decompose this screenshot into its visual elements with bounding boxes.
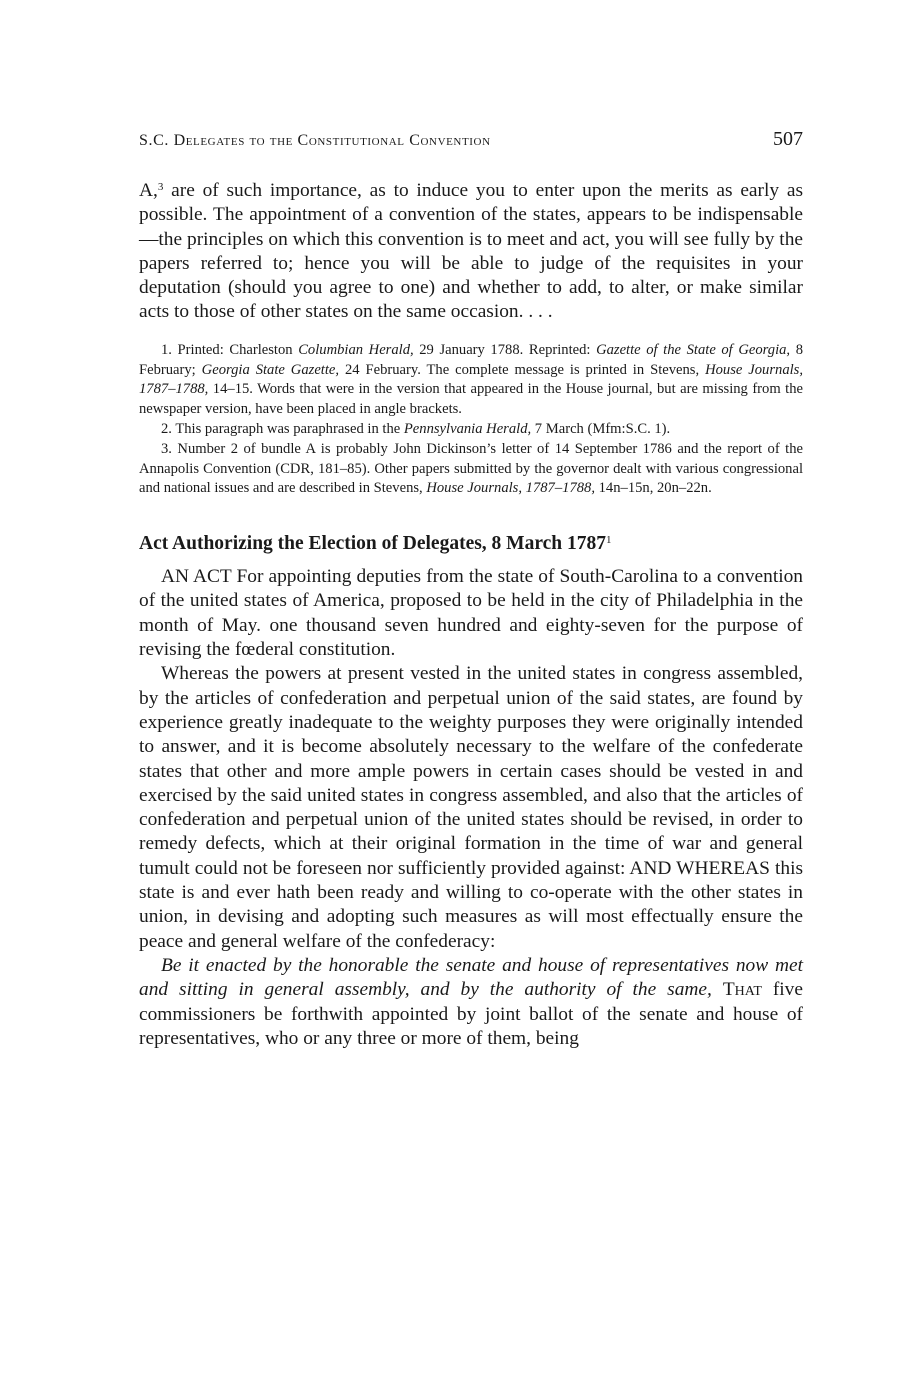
whereas-paragraph: Whereas the powers at present vested in the united states in congress assembled, by the articles of confederation and perpetual union of the said states, are found by experience greatly inadequate to the weighty purposes they were originally intended to answer, and it is become absolutely necessary to the welfare of the confederate states that other and more ample powers in certain cases should be vested in and exercised by the said united states in congress assembled, and also that the articles of confederation and perpetual union of the united states should be revised, in order to remedy defects, which at their original formation in the time of war and general tumult could not be foreseen nor sufficiently provided against: AND WHEREAS this state is and ever hath been ready and willing to co-operate with the other states in union, in devising and adopting such measures as will most effectually ensure the peace and general welfare of the confederacy: (139, 663, 803, 952)
footnotes (139, 341, 803, 499)
opening-text: are of such importance, as to induce you to enter upon the merits as early as possible. The appointment of a convention of the states, appears to be indispensable—the principles on which this convention is to meet and act, you will see fully by the papers referred to; hence you will be able to judge of the requisites in your deputation (should you agree to one) and whether to add, to alter, or make similar acts to those of other states on the same occasion. . . . (139, 180, 803, 323)
enacting-paragraph (139, 954, 803, 1051)
note-text: 14n–15n, 20n–22n. (594, 480, 712, 497)
opening-lead: A, (139, 180, 158, 201)
note-italic: Georgia State Gazette, (201, 361, 340, 378)
note-ref-1: 1 (606, 534, 612, 547)
document-page (139, 128, 803, 1051)
note-italic: House Journals, 1787–1788, (139, 361, 804, 398)
note-text: 24 February. The complete message is printed in Stevens, (339, 361, 706, 378)
enacting-clause: Be it enacted by the honorable the senate and house of representatives now met and sitting in general assembly, and by the authority of the same, (139, 954, 803, 1001)
note-text: 7 March (Mfm:S.C. 1). (531, 420, 671, 437)
note-text: 14–15. Words that were in the version that appeared in the House journal, but are missing from the newspaper version, have been placed in angle brackets. (139, 381, 803, 418)
note-text: 8 February; (139, 341, 803, 378)
note-text: 2. This paragraph was paraphrased in the (161, 420, 404, 437)
enacting-rest: five commissioners be forthwith appointed by joint ballot of the senate and house of representatives, who or any three or more of them, being (139, 979, 803, 1049)
section-heading-text: Act Authorizing the Election of Delegates, 8 March 1787 (139, 533, 607, 555)
act-title-paragraph: AN ACT For appointing deputies from the state of South-Carolina to a convention of the united states of America, proposed to be held in the city of Philadelphia in the month of May. one thousand seven hundred and eighty-seven for the purpose of revising the fœderal constitution. (139, 566, 803, 661)
footnote-2 (139, 420, 803, 440)
note-italic: Pennsylvania Herald, (403, 420, 532, 437)
footnote-1 (139, 341, 803, 420)
note-ref-3: 3 (157, 181, 164, 193)
that-word: That (722, 979, 762, 1001)
note-italic: Columbian Herald, (298, 341, 414, 358)
note-text: 3. Number 2 of bundle A is probably John Dickinson’s letter of 14 September 1786 and the report of the Annapolis Convention (CDR, 181–85). Other papers submitted by the governor dealt with various congressional and national issues and are described in Stevens, (139, 440, 803, 497)
running-title: S.C. Delegates to the Constitutional Convention (139, 132, 491, 149)
section-heading (139, 531, 803, 557)
note-italic: Gazette of the State of Georgia, (596, 341, 791, 358)
note-text: 1. Printed: Charleston (161, 341, 299, 358)
footnote-3 (139, 440, 803, 499)
opening-paragraph (139, 179, 803, 325)
running-head (139, 128, 803, 158)
note-text: 29 January 1788. Reprinted: (413, 341, 597, 358)
page-number: 507 (773, 128, 803, 150)
note-italic: House Journals, 1787–1788, (426, 480, 595, 497)
